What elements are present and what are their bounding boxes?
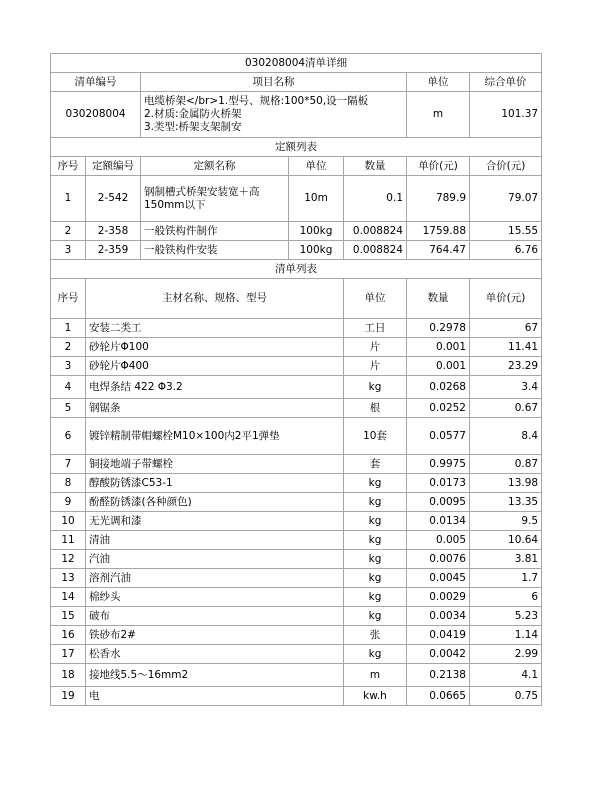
item-name-line: 3.类型:桥架支架制安 [144,121,242,133]
quota-name: 一般铁构件安装 [141,241,289,260]
material-name: 酚醛防锈漆(各种颜色) [86,493,344,512]
material-no: 16 [51,626,86,645]
material-name: 醇酸防锈漆C53-1 [86,474,344,493]
material-row [51,531,542,550]
material-no: 15 [51,607,86,626]
quota-price: 1759.88 [407,222,470,241]
material-qty: 0.0173 [407,474,470,493]
item-code: 030208004 [51,92,141,138]
material-row [51,664,542,687]
material-no: 13 [51,569,86,588]
material-price: 1.14 [470,626,542,645]
item-row [51,92,542,138]
item-name-line: 2.材质:金属防火桥架 [144,108,242,120]
material-no: 5 [51,399,86,418]
material-name: 砂轮片Φ100 [86,338,344,357]
material-price: 2.99 [470,645,542,664]
material-name: 棉纱头 [86,588,344,607]
quota-row [51,241,542,260]
quota-header-name: 定额名称 [141,157,289,176]
material-qty: 0.0045 [407,569,470,588]
material-unit: 10套 [344,418,407,455]
material-name: 镀锌精制带帽螺栓M10×100内2平1弹垫 [86,418,344,455]
material-name: 电焊条结 422 Φ3.2 [86,376,344,399]
quota-no: 3 [51,241,86,260]
material-no: 2 [51,338,86,357]
material-name: 接地线5.5～16mm2 [86,664,344,687]
material-row [51,607,542,626]
quota-unit: 100kg [289,241,344,260]
material-unit: kg [344,588,407,607]
material-unit: 片 [344,338,407,357]
quota-no: 2 [51,222,86,241]
quota-header-code: 定额编号 [86,157,141,176]
material-qty: 0.0252 [407,399,470,418]
material-no: 9 [51,493,86,512]
material-price: 0.87 [470,455,542,474]
material-row [51,399,542,418]
item-code-header: 清单编号 [51,73,141,92]
material-row [51,319,542,338]
material-name: 汽油 [86,550,344,569]
material-price: 11.41 [470,338,542,357]
material-qty: 0.0029 [407,588,470,607]
quota-price: 789.9 [407,176,470,222]
quota-total: 79.07 [470,176,542,222]
table-title: 030208004清单详细 [51,54,542,73]
material-name: 铁砂布2# [86,626,344,645]
material-row [51,493,542,512]
material-qty: 0.0042 [407,645,470,664]
material-qty: 0.2978 [407,319,470,338]
material-no: 10 [51,512,86,531]
material-no: 14 [51,588,86,607]
material-row [51,338,542,357]
quota-header-qty: 数量 [344,157,407,176]
quota-code: 2-542 [86,176,141,222]
material-price: 0.67 [470,399,542,418]
material-row [51,588,542,607]
material-name: 钢锯条 [86,399,344,418]
material-row [51,474,542,493]
quota-header-no: 序号 [51,157,86,176]
material-name: 铜接地端子带螺栓 [86,455,344,474]
material-qty: 0.001 [407,357,470,376]
material-unit: 片 [344,357,407,376]
material-price: 0.75 [470,687,542,706]
material-unit: m [344,664,407,687]
material-row [51,569,542,588]
quota-header-row [51,157,542,176]
material-qty: 0.0665 [407,687,470,706]
material-name: 溶剂汽油 [86,569,344,588]
material-qty: 0.0577 [407,418,470,455]
material-header-price: 单价(元) [470,279,542,319]
item-unit-header: 单位 [407,73,470,92]
quota-name: 一般铁构件制作 [141,222,289,241]
material-row [51,687,542,706]
material-no: 3 [51,357,86,376]
material-no: 17 [51,645,86,664]
material-name: 松香水 [86,645,344,664]
item-name-header: 项目名称 [141,73,407,92]
quota-qty: 0.008824 [344,222,407,241]
quota-code: 2-359 [86,241,141,260]
item-price-header: 综合单价 [470,73,542,92]
material-no: 6 [51,418,86,455]
material-price: 13.35 [470,493,542,512]
material-name: 电 [86,687,344,706]
material-qty: 0.0034 [407,607,470,626]
material-name: 无光调和漆 [86,512,344,531]
material-price: 9.5 [470,512,542,531]
quota-unit: 100kg [289,222,344,241]
material-qty: 0.001 [407,338,470,357]
material-header-row [51,279,542,319]
quota-total: 15.55 [470,222,542,241]
quota-no: 1 [51,176,86,222]
item-name-line: 电缆桥架</br>1.型号、规格:100*50,设一隔板 [144,95,369,107]
material-row [51,626,542,645]
material-unit: 套 [344,455,407,474]
material-name: 破布 [86,607,344,626]
material-price: 3.4 [470,376,542,399]
material-header-qty: 数量 [407,279,470,319]
material-price: 5.23 [470,607,542,626]
quota-row [51,222,542,241]
item-price: 101.37 [470,92,542,138]
material-row [51,376,542,399]
material-unit: 根 [344,399,407,418]
material-no: 18 [51,664,86,687]
material-price: 10.64 [470,531,542,550]
material-unit: kg [344,607,407,626]
material-row [51,550,542,569]
material-name: 安装二类工 [86,319,344,338]
material-qty: 0.2138 [407,664,470,687]
quota-qty: 0.1 [344,176,407,222]
material-qty: 0.0268 [407,376,470,399]
quota-name: 钢制槽式桥架安装宽＋高150mm以下 [141,176,289,222]
quota-header-price: 单价(元) [407,157,470,176]
material-no: 4 [51,376,86,399]
material-unit: 张 [344,626,407,645]
list-section-title: 清单列表 [51,260,542,279]
material-unit: kg [344,645,407,664]
material-no: 11 [51,531,86,550]
material-row [51,418,542,455]
material-name: 清油 [86,531,344,550]
bill-detail-table [50,53,542,706]
quota-row [51,176,542,222]
material-no: 1 [51,319,86,338]
material-price: 13.98 [470,474,542,493]
quota-header-total: 合价(元) [470,157,542,176]
material-row [51,455,542,474]
material-qty: 0.0419 [407,626,470,645]
material-price: 23.29 [470,357,542,376]
material-unit: kg [344,531,407,550]
quota-section-title: 定额列表 [51,138,542,157]
material-name: 砂轮片Φ400 [86,357,344,376]
material-header-no: 序号 [51,279,86,319]
quota-unit: 10m [289,176,344,222]
material-qty: 0.0076 [407,550,470,569]
quota-header-unit: 单位 [289,157,344,176]
material-unit: kw.h [344,687,407,706]
material-qty: 0.9975 [407,455,470,474]
item-name [141,92,407,138]
material-header-unit: 单位 [344,279,407,319]
material-unit: kg [344,474,407,493]
material-unit: kg [344,493,407,512]
material-price: 6 [470,588,542,607]
material-no: 8 [51,474,86,493]
material-no: 7 [51,455,86,474]
material-row [51,512,542,531]
material-qty: 0.0134 [407,512,470,531]
material-price: 8.4 [470,418,542,455]
quota-total: 6.76 [470,241,542,260]
item-unit: m [407,92,470,138]
material-unit: kg [344,376,407,399]
material-unit: kg [344,512,407,531]
item-header-row [51,73,542,92]
material-unit: kg [344,550,407,569]
material-qty: 0.005 [407,531,470,550]
material-price: 1.7 [470,569,542,588]
quota-price: 764.47 [407,241,470,260]
material-no: 19 [51,687,86,706]
material-unit: kg [344,569,407,588]
material-unit: 工日 [344,319,407,338]
material-row [51,357,542,376]
material-row [51,645,542,664]
material-header-name: 主材名称、规格、型号 [86,279,344,319]
quota-code: 2-358 [86,222,141,241]
quota-qty: 0.008824 [344,241,407,260]
material-price: 4.1 [470,664,542,687]
material-no: 12 [51,550,86,569]
material-qty: 0.0095 [407,493,470,512]
material-price: 67 [470,319,542,338]
material-price: 3.81 [470,550,542,569]
